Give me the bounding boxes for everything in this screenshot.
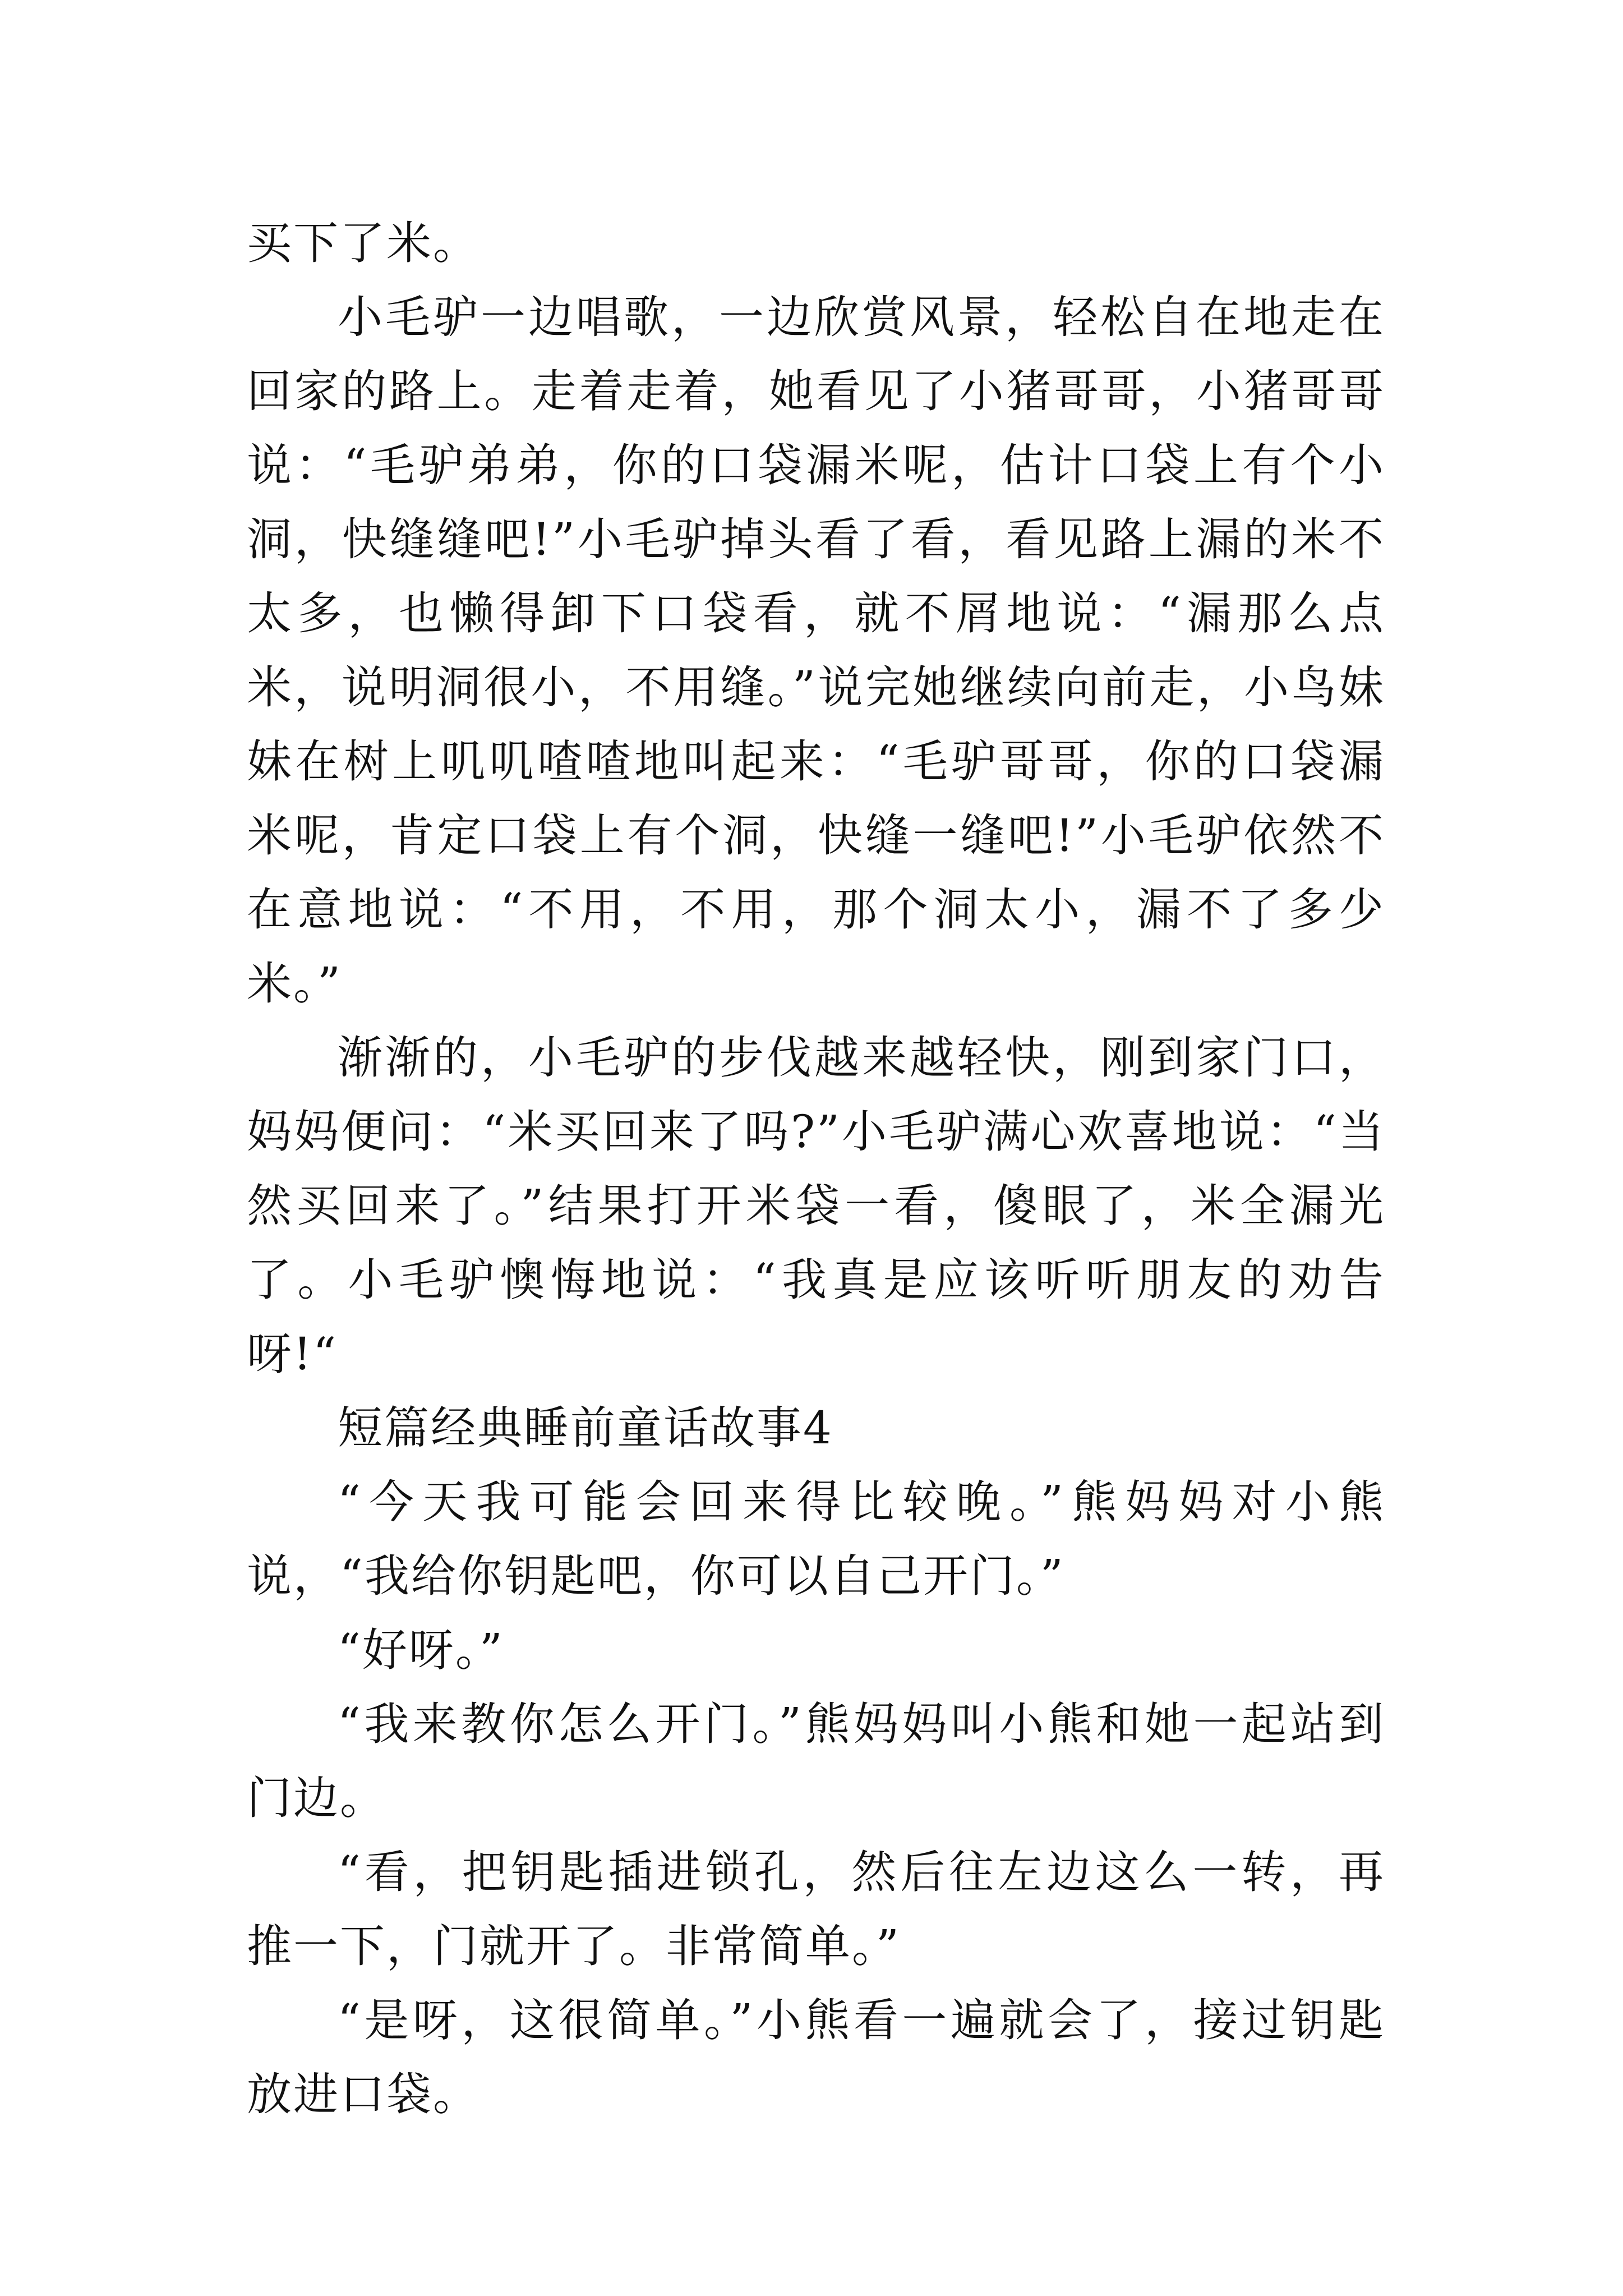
paragraph-2: 小毛驴一边唱歌，一边欣赏风景，轻松自在地走在回家的路上。走着走着，她看见了小猪哥哥，小猪哥哥说：“毛驴弟弟，你的口袋漏米呢，估计口袋上有个小洞，快缝缝吧!”小毛驴掉头看了看，看见路上漏的米不太多，也懒得卸下口袋看，就不屑地说：“漏那么点米，说明洞很小，不用缝。”说完她继续向前走，小鸟妹妹在树上叽叽喳喳地叫起来：“毛驴哥哥，你的口袋漏米呢，肯定口袋上有个洞，快缝一缝吧!”小毛驴依然不在意地说：“不用，不用，那个洞太小，漏不了多少米。” — [247, 291, 1385, 1010]
paragraph-4: “今天我可能会回来得比较晚。”熊妈妈对小熊说，“我给你钥匙吧，你可以自己开门。” — [247, 1476, 1385, 1602]
paragraph-7: “看，把钥匙插进锁孔，然后往左边这么一转，再推一下，门就开了。非常简单。” — [247, 1846, 1385, 1972]
paragraph-1: 买下了米。 — [247, 217, 479, 269]
section-heading: 短篇经典睡前童话故事4 — [338, 1402, 833, 1454]
paragraph-8: “是呀，这很简单。”小熊看一遍就会了，接过钥匙放进口袋。 — [247, 1994, 1385, 2120]
paragraph-5: “好呀。” — [338, 1624, 504, 1676]
paragraph-6: “我来教你怎么开门。”熊妈妈叫小熊和她一起站到门边。 — [247, 1698, 1385, 1824]
paragraph-3: 渐渐的，小毛驴的步伐越来越轻快，刚到家门口，妈妈便问：“米买回来了吗?”小毛驴满心欢喜地说：“当然买回来了。”结果打开米袋一看，傻眼了，米全漏光了。小毛驴懊悔地说：“我真是应该听听朋友的劝告呀!“ — [247, 1032, 1385, 1380]
document-body — [247, 206, 1385, 2132]
